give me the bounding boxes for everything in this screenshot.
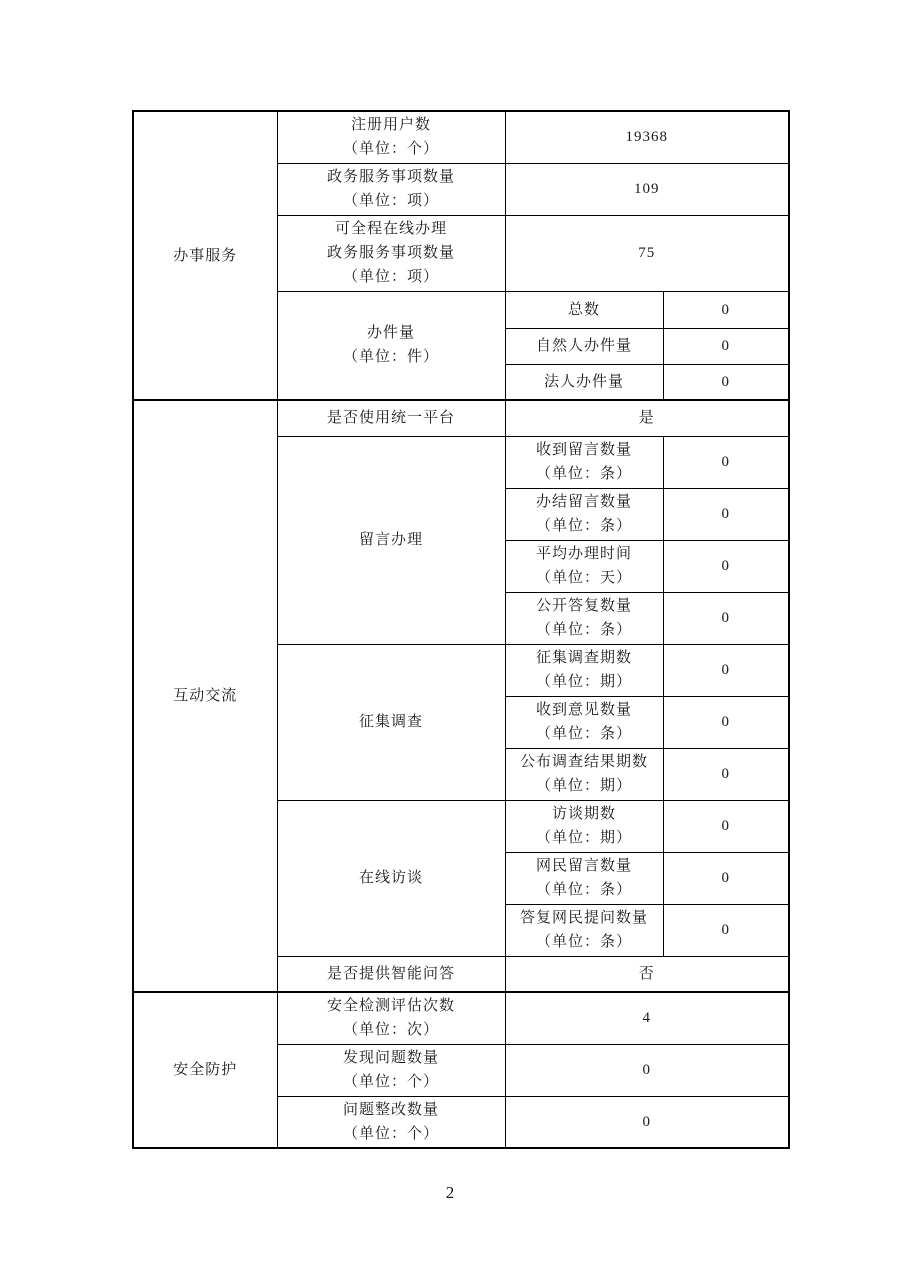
cell-label-problems-fixed	[277, 1096, 505, 1148]
survey-results-label: 公布调查结果期数	[519, 754, 648, 770]
cell-label-unified-platform: 是否使用统一平台	[277, 400, 505, 436]
problems-found-unit: （单位：个）	[342, 1074, 439, 1090]
cell-value-messages-completed: 0	[663, 488, 789, 540]
problems-found-label: 发现问题数量	[342, 1050, 439, 1066]
cell-sublabel-case-natural: 自然人办件量	[505, 328, 663, 364]
cell-value-netizen-messages: 0	[663, 852, 789, 904]
cell-value-unified-platform: 是	[505, 400, 789, 436]
cell-sublabel-case-total: 总数	[505, 291, 663, 328]
cell-value-messages-received: 0	[663, 436, 789, 488]
cell-value-security-checks: 4	[505, 992, 789, 1044]
cell-value-case-natural: 0	[663, 328, 789, 364]
cell-label-smart-qa: 是否提供智能问答	[277, 956, 505, 992]
cell-value-smart-qa: 否	[505, 956, 789, 992]
cell-value-case-legal: 0	[663, 364, 789, 400]
cell-sublabel-interview-periods	[505, 800, 663, 852]
netizen-messages-unit: （单位：条）	[535, 882, 632, 898]
cell-value-avg-handle-time: 0	[663, 540, 789, 592]
survey-results-unit: （单位：期）	[535, 778, 632, 794]
public-replies-unit: （单位：条）	[535, 622, 632, 638]
messages-received-label: 收到留言数量	[535, 442, 632, 458]
cell-label-online-items	[277, 215, 505, 291]
online-items-line2: 政务服务事项数量	[326, 245, 455, 261]
interview-periods-label: 访谈期数	[551, 806, 616, 822]
cell-sublabel-avg-handle-time	[505, 540, 663, 592]
netizen-messages-label: 网民留言数量	[535, 858, 632, 874]
cell-label-case-volume	[277, 291, 505, 400]
problems-fixed-unit: （单位：个）	[342, 1125, 439, 1142]
cell-value-interview-periods: 0	[663, 800, 789, 852]
security-checks-unit: （单位：次）	[342, 1022, 439, 1039]
cell-value-online-items: 75	[505, 215, 789, 291]
service-items-unit: （单位：项）	[342, 193, 439, 209]
cell-value-survey-periods: 0	[663, 644, 789, 696]
cell-label-survey: 征集调查	[277, 644, 505, 800]
cell-sublabel-opinions-received	[505, 696, 663, 748]
avg-handle-time-unit: （单位：天）	[535, 570, 632, 586]
avg-handle-time-label: 平均办理时间	[535, 546, 632, 562]
cell-sublabel-messages-completed	[505, 488, 663, 540]
messages-received-unit: （单位：条）	[535, 466, 632, 482]
messages-completed-label: 办结留言数量	[535, 494, 632, 510]
cell-label-service-items	[277, 163, 505, 215]
cell-value-problems-fixed: 0	[505, 1096, 789, 1148]
cell-sublabel-public-replies	[505, 592, 663, 644]
report-table	[132, 110, 790, 1149]
opinions-received-unit: （单位：条）	[535, 726, 632, 742]
netizen-replies-unit: （单位：条）	[535, 934, 632, 950]
registered-users-label: 注册用户数	[350, 117, 431, 134]
messages-completed-unit: （单位：条）	[535, 518, 632, 534]
cell-value-problems-found: 0	[505, 1044, 789, 1096]
opinions-received-label: 收到意见数量	[535, 702, 632, 718]
cell-value-case-total: 0	[663, 291, 789, 328]
cell-label-security-checks	[277, 992, 505, 1044]
cell-label-problems-found	[277, 1044, 505, 1096]
problems-fixed-label: 问题整改数量	[342, 1101, 439, 1118]
cell-value-netizen-replies: 0	[663, 904, 789, 956]
cell-value-registered-users: 19368	[505, 111, 789, 163]
interview-periods-unit: （单位：期）	[535, 830, 632, 846]
online-items-line1: 可全程在线办理	[334, 221, 447, 237]
cell-label-message-handling: 留言办理	[277, 436, 505, 644]
cell-label-interview: 在线访谈	[277, 800, 505, 956]
cell-value-service-items: 109	[505, 163, 789, 215]
cell-sublabel-survey-results	[505, 748, 663, 800]
security-checks-label: 安全检测评估次数	[326, 998, 455, 1015]
cell-label-registered-users	[277, 111, 505, 163]
cell-sublabel-netizen-replies	[505, 904, 663, 956]
online-items-unit: （单位：项）	[342, 269, 439, 285]
cell-value-opinions-received: 0	[663, 696, 789, 748]
survey-periods-label: 征集调查期数	[535, 650, 632, 666]
cell-group-security: 安全防护	[133, 992, 277, 1148]
cell-sublabel-netizen-messages	[505, 852, 663, 904]
netizen-replies-label: 答复网民提问数量	[519, 910, 648, 926]
case-volume-label: 办件量	[366, 325, 415, 342]
cell-group-service: 办事服务	[133, 111, 277, 400]
cell-value-survey-results: 0	[663, 748, 789, 800]
service-items-label: 政务服务事项数量	[326, 169, 455, 185]
cell-sublabel-case-legal: 法人办件量	[505, 364, 663, 400]
cell-sublabel-messages-received	[505, 436, 663, 488]
cell-value-public-replies: 0	[663, 592, 789, 644]
public-replies-label: 公开答复数量	[535, 598, 632, 614]
cell-group-interaction: 互动交流	[133, 400, 277, 992]
survey-periods-unit: （单位：期）	[535, 674, 632, 690]
page-number: 2	[445, 1183, 455, 1202]
cell-sublabel-survey-periods	[505, 644, 663, 696]
registered-users-unit: （单位：个）	[342, 141, 439, 158]
case-volume-unit: （单位：件）	[342, 349, 439, 366]
